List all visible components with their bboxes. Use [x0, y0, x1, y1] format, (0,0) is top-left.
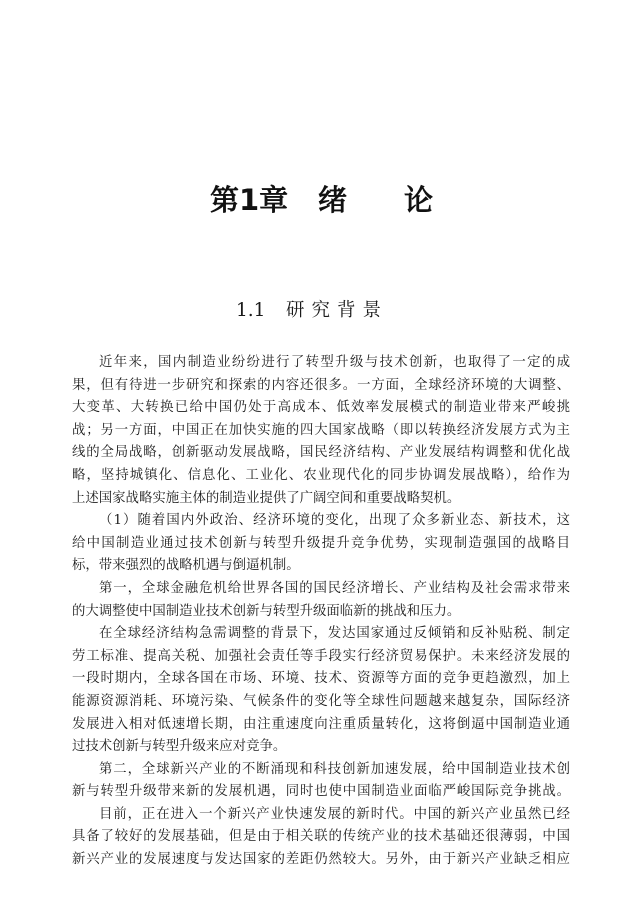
chapter-title	[0, 180, 638, 220]
section-heading	[0, 296, 638, 326]
text-line: 大变革、大转换已给中国仍处于高成本、低效率发展模式的制造业带来严峻挑	[72, 400, 570, 416]
text-line: 一段时期内，全球各国在市场、环境、技术、资源等方面的竞争更趋激烈，加上	[72, 671, 570, 687]
chapter-title-char-1: 绪	[318, 183, 348, 217]
text-line: 上述国家战略实施主体的制造业提供了广阔空间和重要战略契机。	[72, 490, 461, 506]
text-line: 近年来，国内制造业纷纷进行了转型升级与技术创新，也取得了一定的成	[99, 355, 570, 370]
section-title-text: 研究背景	[286, 300, 389, 321]
section-number: 1.1	[236, 300, 266, 321]
text-line: 战；另一方面，中国正在加快实施的四大国家战略（即以转换经济发展方式为主	[72, 422, 570, 438]
body-text	[72, 352, 570, 872]
text-line: 略，坚持城镇化、信息化、工业化、农业现代化的同步协调发展战略），给作为	[72, 467, 570, 483]
text-line: 发展进入相对低速增长期，由注重速度向注重质量转化，这将倒逼中国制造业通	[72, 716, 570, 732]
text-line: 过技术创新与转型升级来应对竞争。	[72, 739, 287, 755]
text-line: 果，但有待进一步研究和探索的内容还很多。一方面，全球经济环境的大调整、	[72, 377, 570, 393]
text-line: （1）随着国内外政治、经济环境的变化，出现了众多新业态、新技术，这	[99, 513, 570, 529]
text-line: 具备了较好的发展基础，但是由于相关联的传统产业的技术基础还很薄弱，中国	[72, 829, 570, 845]
chapter-title-char-2: 论	[404, 183, 434, 217]
text-line: 新与转型升级带来新的发展机遇，同时也使中国制造业面临严峻国际竞争挑战。	[72, 784, 570, 800]
text-line: 给中国制造业通过技术创新与转型升级提升竞争优势，实现制造强国的战略目	[72, 535, 570, 551]
text-line: 劳工标准、提高关税、加强社会责任等手段实行经济贸易保护。未来经济发展的	[72, 648, 570, 664]
chapter-number: 第1章	[210, 183, 289, 217]
text-line: 能源资源消耗、环境污染、气候条件的变化等全球性问题越来越复杂，国际经济	[72, 693, 570, 709]
text-line: 新兴产业的发展速度与发达国家的差距仍然较大。另外，由于新兴产业缺乏相应	[72, 852, 570, 868]
text-line: 目前，正在进入一个新兴产业快速发展的新时代。中国的新兴产业虽然已经	[99, 806, 570, 822]
text-line: 线的全局战略，创新驱动发展战略，国民经济结构、产业发展结构调整和优化战	[72, 445, 570, 461]
text-line: 第二，全球新兴产业的不断涌现和科技创新加速发展，给中国制造业技术创	[99, 761, 570, 777]
text-line: 在全球经济结构急需调整的背景下，发达国家通过反倾销和反补贴税、制定	[99, 626, 570, 642]
text-line: 的大调整使中国制造业技术创新与转型升级面临新的挑战和压力。	[72, 603, 461, 619]
text-line: 第一，全球金融危机给世界各国的国民经济增长、产业结构及社会需求带来	[99, 580, 570, 596]
text-line: 标，带来强烈的战略机遇与倒逼机制。	[72, 558, 300, 574]
